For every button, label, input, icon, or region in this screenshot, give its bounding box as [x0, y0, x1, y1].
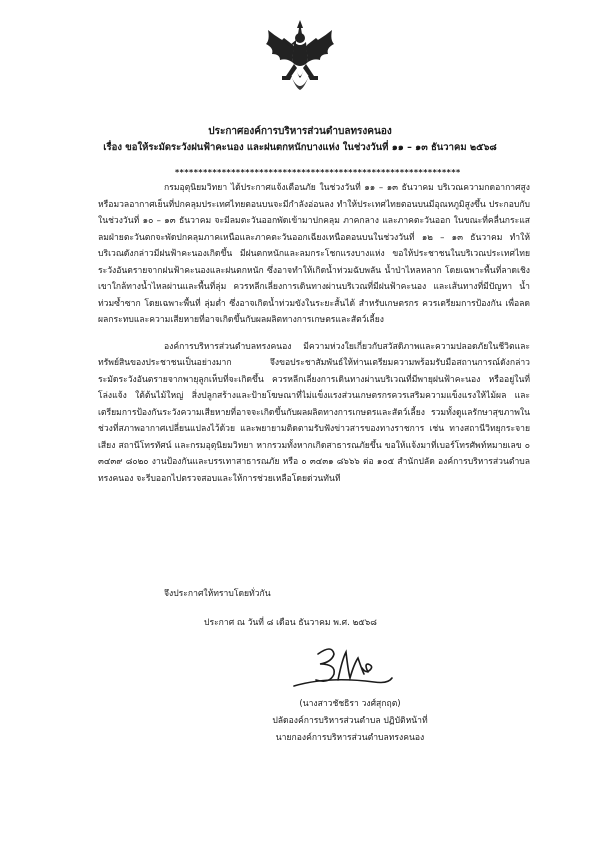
announcement-header — [60, 124, 540, 156]
date-line: ประกาศ ณ วันที่ ๘ เดือน ธันวาคม พ.ศ. ๒๕๖๘ — [204, 618, 377, 628]
signer-block — [240, 696, 460, 747]
subject-line: เรื่อง ขอให้ระมัดระวังฝนฟ้าคะนอง และฝนตกหนักบางแห่ง ในช่วงวันที่ ๑๑ – ๑๓ ธันวาคม ๒๕๖๘ — [103, 142, 497, 153]
signature-icon — [288, 640, 400, 696]
paragraph-1: กรมอุตุนิยมวิทยา ได้ประกาศแจ้งเตือนภัย ในช่วงวันที่ ๑๑ – ๑๓ ธันวาคม บริเวณความกดอากาศสูงหรือมวลอากาศเย็นที่ปกคลุมประเทศไทยตอนบนจะมีกำลังอ่อนลง ทำให้ประเทศไทยตอนบนมีอุณหภูมิสูงขึ้น ประกอบกับในช่วงวันที่ ๑๐ – ๑๓ ธันวาคม จะมีลมตะวันออกพัดเข้ามาปกคลุม ภาคกลาง และภาคตะวันออก ในขณะที่คลื่นกระแสลมฝ่ายตะวันตกจะพัดปกคลุมภาคเหนือและภาคตะวันออกเฉียงเหนือตอนบนในช่วงวันที่ ๑๒ – ๑๓ ธันวาคม ทำให้บริเวณดังกล่าวมีฝนฟ้าคะนองเกิดขึ้น มีฝนตกหนักและลมกระโชกแรงบางแห่ง ขอให้ประชาชนในบริเวณประเทศไทยระวังอันตรายจากฝนฟ้าคะนองและฝนตกหนัก ซึ่งอาจทำให้เกิดน้ำท่วมฉับพลัน น้ำป่าไหลหลาก โดยเฉพาะพื้นที่ลาดเชิงเขาใกล้ทางน้ำไหลผ่านและพื้นที่ลุ่ม ควรหลีกเลี่ยงการเดินทางผ่านบริเวณที่มีฝนฟ้าคะนอง และเส้นทางที่มีปัญหา น้ำท่วมซ้ำซาก โดยเฉพาะพื้นที่ ลุ่มต่ำ ซึ่งอาจเกิดน้ำท่วมขังในระยะสั้นได้ สำหรับเกษตรกร ควรเตรียมการป้องกัน เพื่อลดผลกระทบและความเสียหายที่อาจเกิดขึ้นกับผลผลิตทางการเกษตรและสัตว์เลี้ยง — [98, 183, 530, 325]
signer-name: (นางสาวชัชธิรา วงศ์สุกฤต) — [299, 699, 401, 709]
signer-role: นายกองค์การบริหารส่วนตำบลทรงคนอง — [275, 733, 425, 743]
garuda-emblem-icon — [262, 18, 338, 100]
announce-line: จึงประกาศให้ทราบโดยทั่วกัน — [164, 589, 271, 599]
announcement-body — [98, 180, 530, 487]
paragraph-2: องค์การบริหารส่วนตำบลทรงคนอง มีความห่วงใยเกี่ยวกับสวัสดิภาพและความปลอดภัยในชีวิตและทรัพย์สินของประชาชนเป็นอย่างมาก จึงขอประชาสัมพันธ์ให้ท่านเตรียมความพร้อมรับมือสถานการณ์ดังกล่าว ระมัดระวังอันตรายจากพายุลูกเห็บที่จะเกิดขึ้น ควรหลีกเลี่ยงการเดินทางผ่านบริเวณที่มีพายุฝนฟ้าคะนอง หรืออยู่ในที่โล่งแจ้ง ใต้ต้นไม้ใหญ่ สิ่งปลูกสร้างและป้ายโฆษณาที่ไม่แข็งแรงส่วนเกษตรกรควรเสริมความแข็งแรงให้ไม้ผล และเตรียมการป้องกันระวังความเสียหายที่อาจจะเกิดขึ้นกับผลผลิตทางการเกษตรและสัตว์เลี้ยง รวมทั้งดูแลรักษาสุขภาพในช่วงที่สภาพอากาศเปลี่ยนแปลงไว้ด้วย และพยายามติดตามรับฟังข่าวสารของทางราชการ เช่น ทางสถานีวิทยุกระจายเสียง สถานีโทรทัศน์ และกรมอุตุนิยมวิทยา หากรวมทั้งหากเกิดสาธารณภัยขึ้น ขอให้แจ้งมาที่เบอร์โทรศัพท์หมายเลข ๐ ๓๔๓๙ ๘๐๒๐ งานป้องกันและบรรเทาสาธารณภัย หรือ ๐ ๓๔๓๑ ๘๖๖๖ ต่อ ๑๐๕ สำนักปลัด องค์การบริหารส่วนตำบลทรงคนอง จะรีบออกไปตรวจสอบและให้การช่วยเหลือโดยด่วนทันที — [98, 341, 530, 484]
org-title: ประกาศองค์การบริหารส่วนตำบลทรงคนอง — [208, 126, 392, 137]
separator-line: ************************************************************* — [175, 168, 461, 177]
signer-position: ปลัดองค์การบริหารส่วนตำบล ปฏิบัติหน้าที่ — [272, 716, 428, 726]
